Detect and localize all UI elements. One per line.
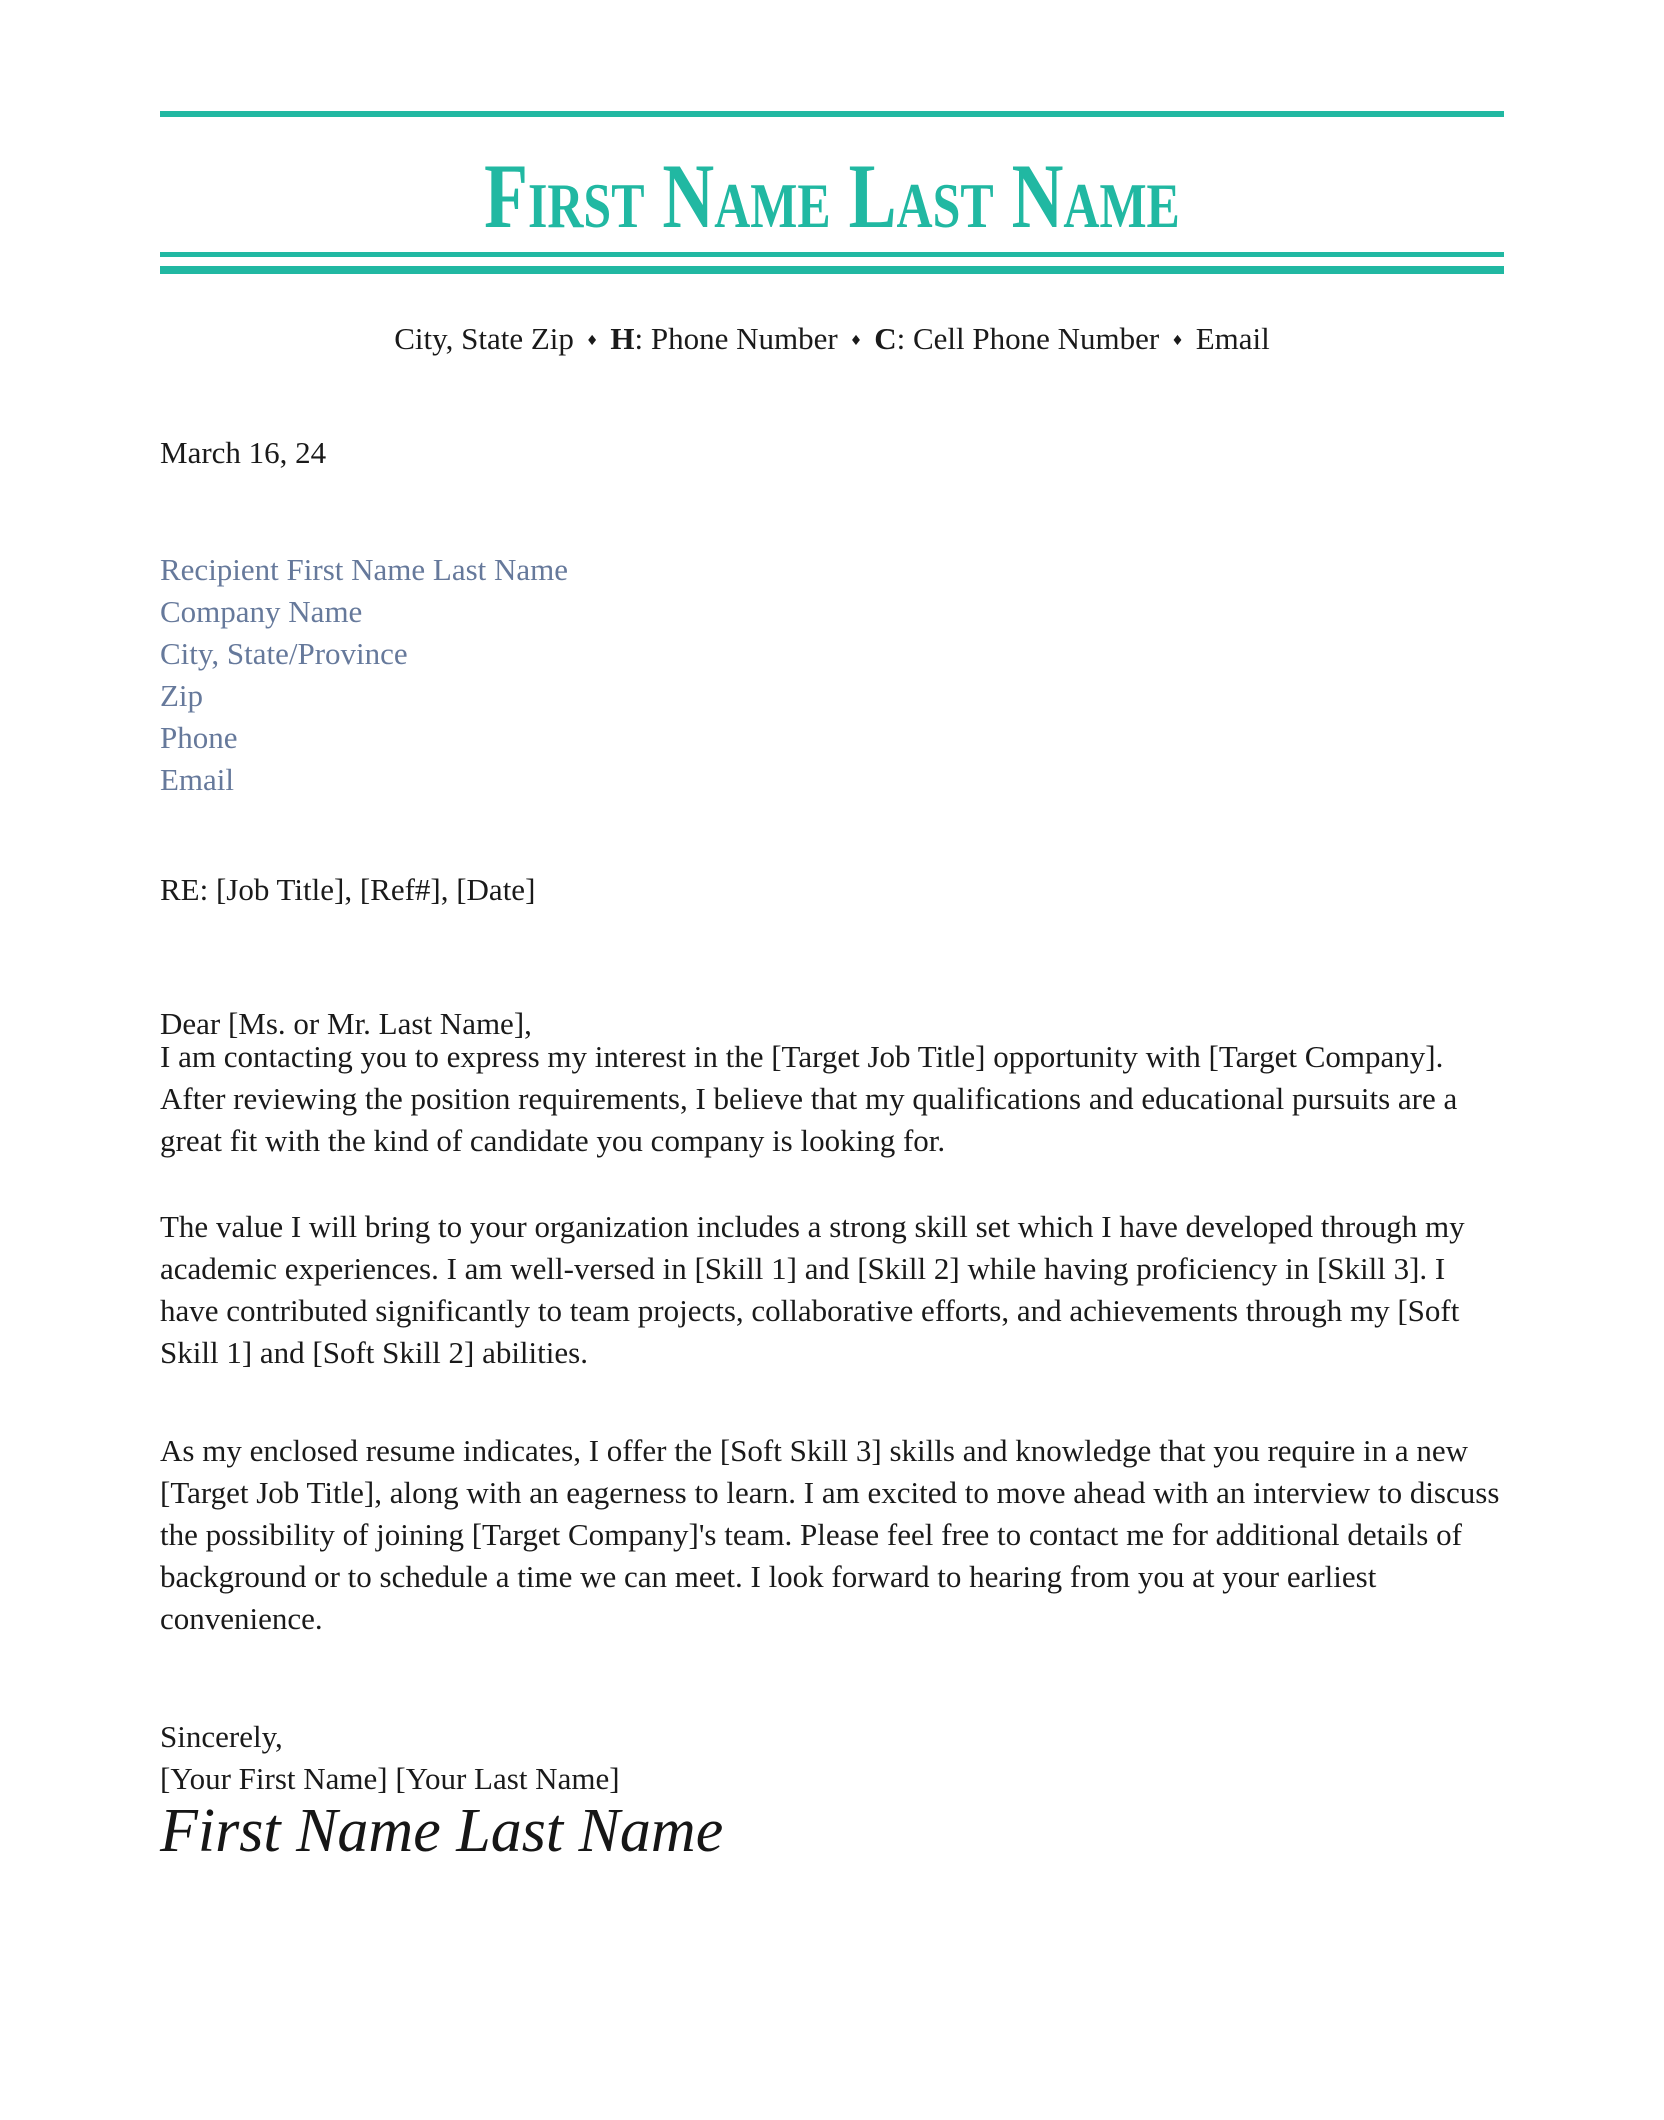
cell-phone-label: C (874, 321, 897, 356)
recipient-name-line: Recipient First Name Last Name (160, 552, 569, 587)
body-paragraph: I am contacting you to express my interest in the [Target Job Title] opportunity with [Target Company]. After reviewing the position requirements, I believe that my qualifications and educational pursuits are a great fit with the kind of candidate you company is looking for. (160, 1039, 1458, 1158)
recipient-company-line: Company Name (160, 594, 363, 629)
body-paragraph: The value I will bring to your organization includes a strong skill set which I have developed through my academic experiences. I am well-versed in [Skill 1] and [Skill 2] while having proficiency in [Skill 3]. I have contributed significantly to team projects, collaborative efforts, and achievements through my [Soft Skill 1] and [Soft Skill 2] abilities. (160, 1209, 1465, 1370)
closing-block (160, 1716, 620, 1800)
home-phone-label: H (610, 321, 635, 356)
diamond-separator-icon: ♦ (585, 333, 599, 350)
recipient-zip-line: Zip (160, 678, 204, 713)
salutation: Dear [Ms. or Mr. Last Name], (160, 1006, 532, 1041)
applicant-name-title: First Name Last Name (484, 145, 1180, 247)
header-top-rule (160, 111, 1504, 117)
subject-re-line: RE: [Job Title], [Ref#], [Date] (160, 872, 536, 907)
letter-date: March 16, 24 (160, 435, 327, 470)
closing-word: Sincerely, (160, 1719, 283, 1754)
cell-phone-value: : Cell Phone Number (896, 321, 1160, 356)
diamond-separator-icon: ♦ (1171, 333, 1184, 350)
home-phone-value: : Phone Number (634, 321, 838, 356)
handwritten-signature: First Name Last Name (160, 1797, 724, 1865)
header-divider-thick (160, 266, 1504, 274)
contact-email: Email (1195, 321, 1270, 356)
recipient-phone-line: Phone (160, 720, 238, 755)
body-paragraph: As my enclosed resume indicates, I offer the [Soft Skill 3] skills and knowledge that you require in a new [Target Job Title], along with an eagerness to learn. I am excited to move ahead with an interview to discuss the possibility of joining [Target Company]'s team. Please feel free to contact me for additional details of background or to schedule a time we can meet. I look forward to hearing from you at your earliest convenience. (160, 1433, 1500, 1636)
recipient-email-line: Email (160, 762, 235, 797)
contact-location: City, State Zip (394, 321, 574, 356)
contact-info-line (160, 318, 1504, 362)
header-divider-thin (160, 252, 1504, 257)
recipient-address-block (160, 549, 568, 801)
sender-name-placeholder: [Your First Name] [Your Last Name] (160, 1761, 620, 1796)
recipient-city-line: City, State/Province (160, 636, 408, 671)
diamond-separator-icon: ♦ (849, 333, 863, 350)
